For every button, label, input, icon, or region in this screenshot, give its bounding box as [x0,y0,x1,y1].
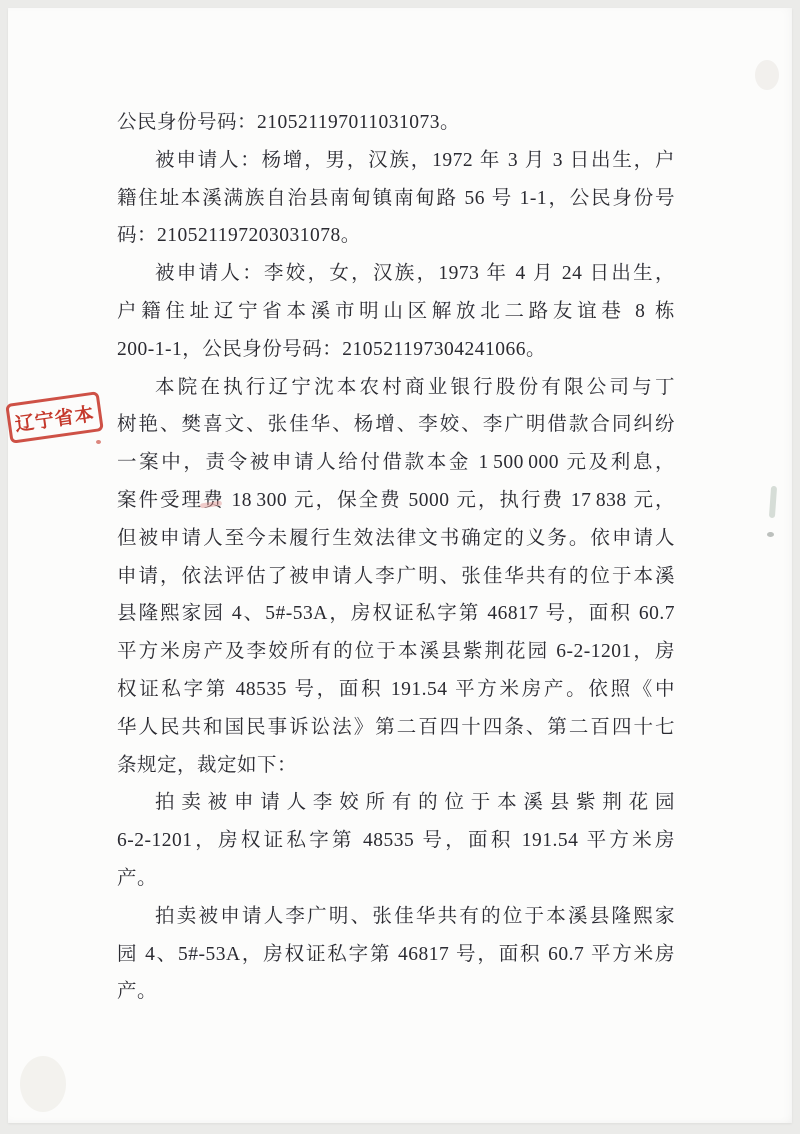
text-line: 产。 [117,867,158,889]
scan-artifact-right-dot [767,532,774,537]
text-line: 平方米房产及李姣所有的位于本溪县紫荆花园 6-2-1201，房 [117,641,675,663]
text-line: 户籍住址辽宁省本溪市明山区解放北二路友谊巷 8 栋 [117,300,675,322]
text-line: 籍住址本溪满族自治县南甸镇南甸路 56 号 1-1，公民身份号 [117,187,675,209]
text-line: 园 4、5#-53A，房权证私字第 46817 号，面积 60.7 平方米房 [117,943,675,965]
document-body [117,104,675,1011]
text-line: 华人民共和国民事诉讼法》第二百四十四条、第二百四十七 [117,716,675,738]
text-line: 产。 [117,981,158,1003]
text-line: 公民身份号码：210521197011031073。 [117,112,461,133]
text-line: 拍卖被申请人李姣所有的位于本溪县紫荆花园 [155,792,675,814]
text-line: 拍卖被申请人李广明、张佳华共有的位于本溪县隆熙家 [155,905,675,927]
text-line: 条规定，裁定如下： [117,754,298,776]
text-line: 但被申请人至今未履行生效法律文书确定的义务。依申请人 [117,527,675,549]
scan-artifact-right-smudge [769,486,777,518]
text-line: 案件受理费 18 300 元，保全费 5000 元，执行费 17 838 元， [117,489,675,511]
stamp-text: 辽宁省本 [13,403,96,436]
text-line: 树艳、樊喜文、张佳华、杨增、李姣、李广明借款合同纠纷 [117,414,675,436]
official-red-stamp [5,391,104,444]
text-line: 本院在执行辽宁沈本农村商业银行股份有限公司与丁 [155,376,675,398]
text-line: 6-2-1201，房权证私字第 48535 号，面积 191.54 平方米房 [117,830,675,852]
text-line: 被申请人：李姣，女，汉族，1973 年 4 月 24 日出生， [155,263,675,285]
text-line: 被申请人：杨增，男，汉族，1972 年 3 月 3 日出生，户 [155,149,675,171]
text-line: 200-1-1，公民身份号码：210521197304241066。 [117,338,547,360]
text-line: 码：210521197203031078。 [117,225,361,247]
text-line: 一案中，责令被申请人给付借款本金 1 500 000 元及利息， [117,452,675,474]
stamp-ink-dot [96,440,101,444]
text-line: 县隆熙家园 4、5#-53A，房权证私字第 46817 号，面积 60.7 [117,603,675,625]
text-line: 权证私字第 48535 号，面积 191.54 平方米房产。依照《中 [117,678,675,700]
scan-artifact-bottom-left [20,1056,66,1112]
text-line: 申请，依法评估了被申请人李广明、张佳华共有的位于本溪 [117,565,675,587]
document-paper [8,8,792,1123]
scan-artifact-top-right [755,60,779,90]
